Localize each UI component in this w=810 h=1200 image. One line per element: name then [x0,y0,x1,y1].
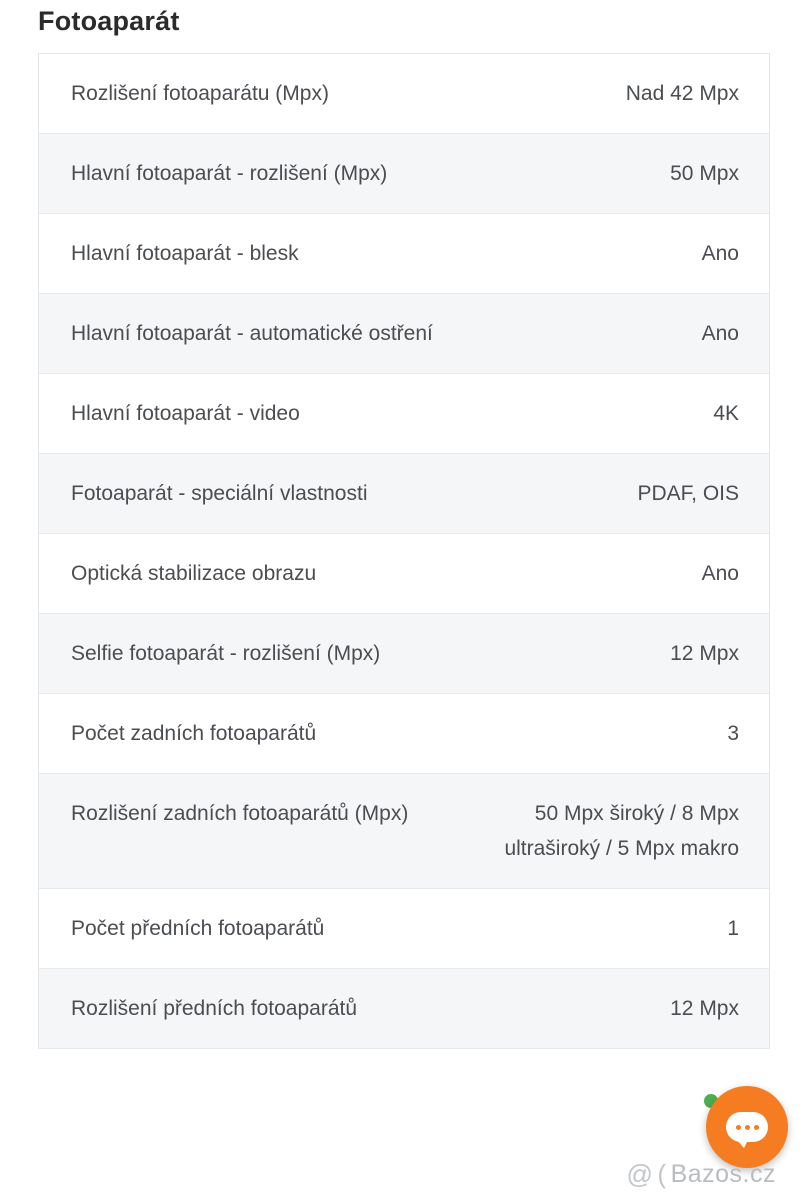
table-row [39,374,769,454]
spec-value: 3 [727,722,739,745]
spec-table [38,53,770,1049]
spec-value: 12 Mpx [670,997,739,1020]
spec-label: Fotoaparát - speciální vlastnosti [71,482,368,505]
spec-value: Nad 42 Mpx [625,82,739,105]
spec-label: Hlavní fotoaparát - rozlišení (Mpx) [71,162,388,185]
chat-dot [736,1125,741,1130]
chat-bubble-icon [726,1112,768,1142]
spec-value: 50 Mpx [670,162,739,185]
spec-value: PDAF, OIS [637,482,739,505]
spec-label: Rozlišení zadních fotoaparátů (Mpx) [71,802,409,825]
table-row [39,54,769,134]
table-row [39,214,769,294]
table-row [39,134,769,214]
at-icon: @ [626,1159,654,1189]
spec-label: Hlavní fotoaparát - video [71,402,300,425]
spec-label: Hlavní fotoaparát - blesk [71,242,299,265]
paren-icon: ( [657,1159,667,1189]
table-row [39,534,769,614]
chat-dot [745,1125,750,1130]
spec-label: Optická stabilizace obrazu [71,562,317,585]
spec-label: Počet zadních fotoaparátů [71,722,317,745]
spec-value: 1 [727,917,739,940]
spec-label: Rozlišení fotoaparátu (Mpx) [71,82,329,105]
spec-value: 50 Mpx široký / 8 Mpx ultraširoký / 5 Mpx makro [504,802,739,860]
watermark-text: Bazos.cz [670,1160,776,1188]
table-row [39,774,769,889]
spec-value: 12 Mpx [670,642,739,665]
table-row [39,294,769,374]
table-row [39,454,769,534]
table-row [39,969,769,1049]
page-title: Fotoaparát [38,6,180,36]
spec-value: Ano [701,562,739,585]
spec-value: Ano [701,242,739,265]
spec-value: Ano [701,322,739,345]
table-row [39,889,769,969]
chat-bubble-button[interactable] [706,1086,788,1168]
spec-label: Hlavní fotoaparát - automatické ostření [71,322,433,345]
spec-label: Selfie fotoaparát - rozlišení (Mpx) [71,642,381,665]
table-row [39,614,769,694]
watermark [626,1159,776,1190]
spec-label: Počet předních fotoaparátů [71,917,325,940]
spec-value: 4K [713,402,739,425]
table-row [39,694,769,774]
chat-dot [754,1125,759,1130]
spec-label: Rozlišení předních fotoaparátů [71,997,358,1020]
